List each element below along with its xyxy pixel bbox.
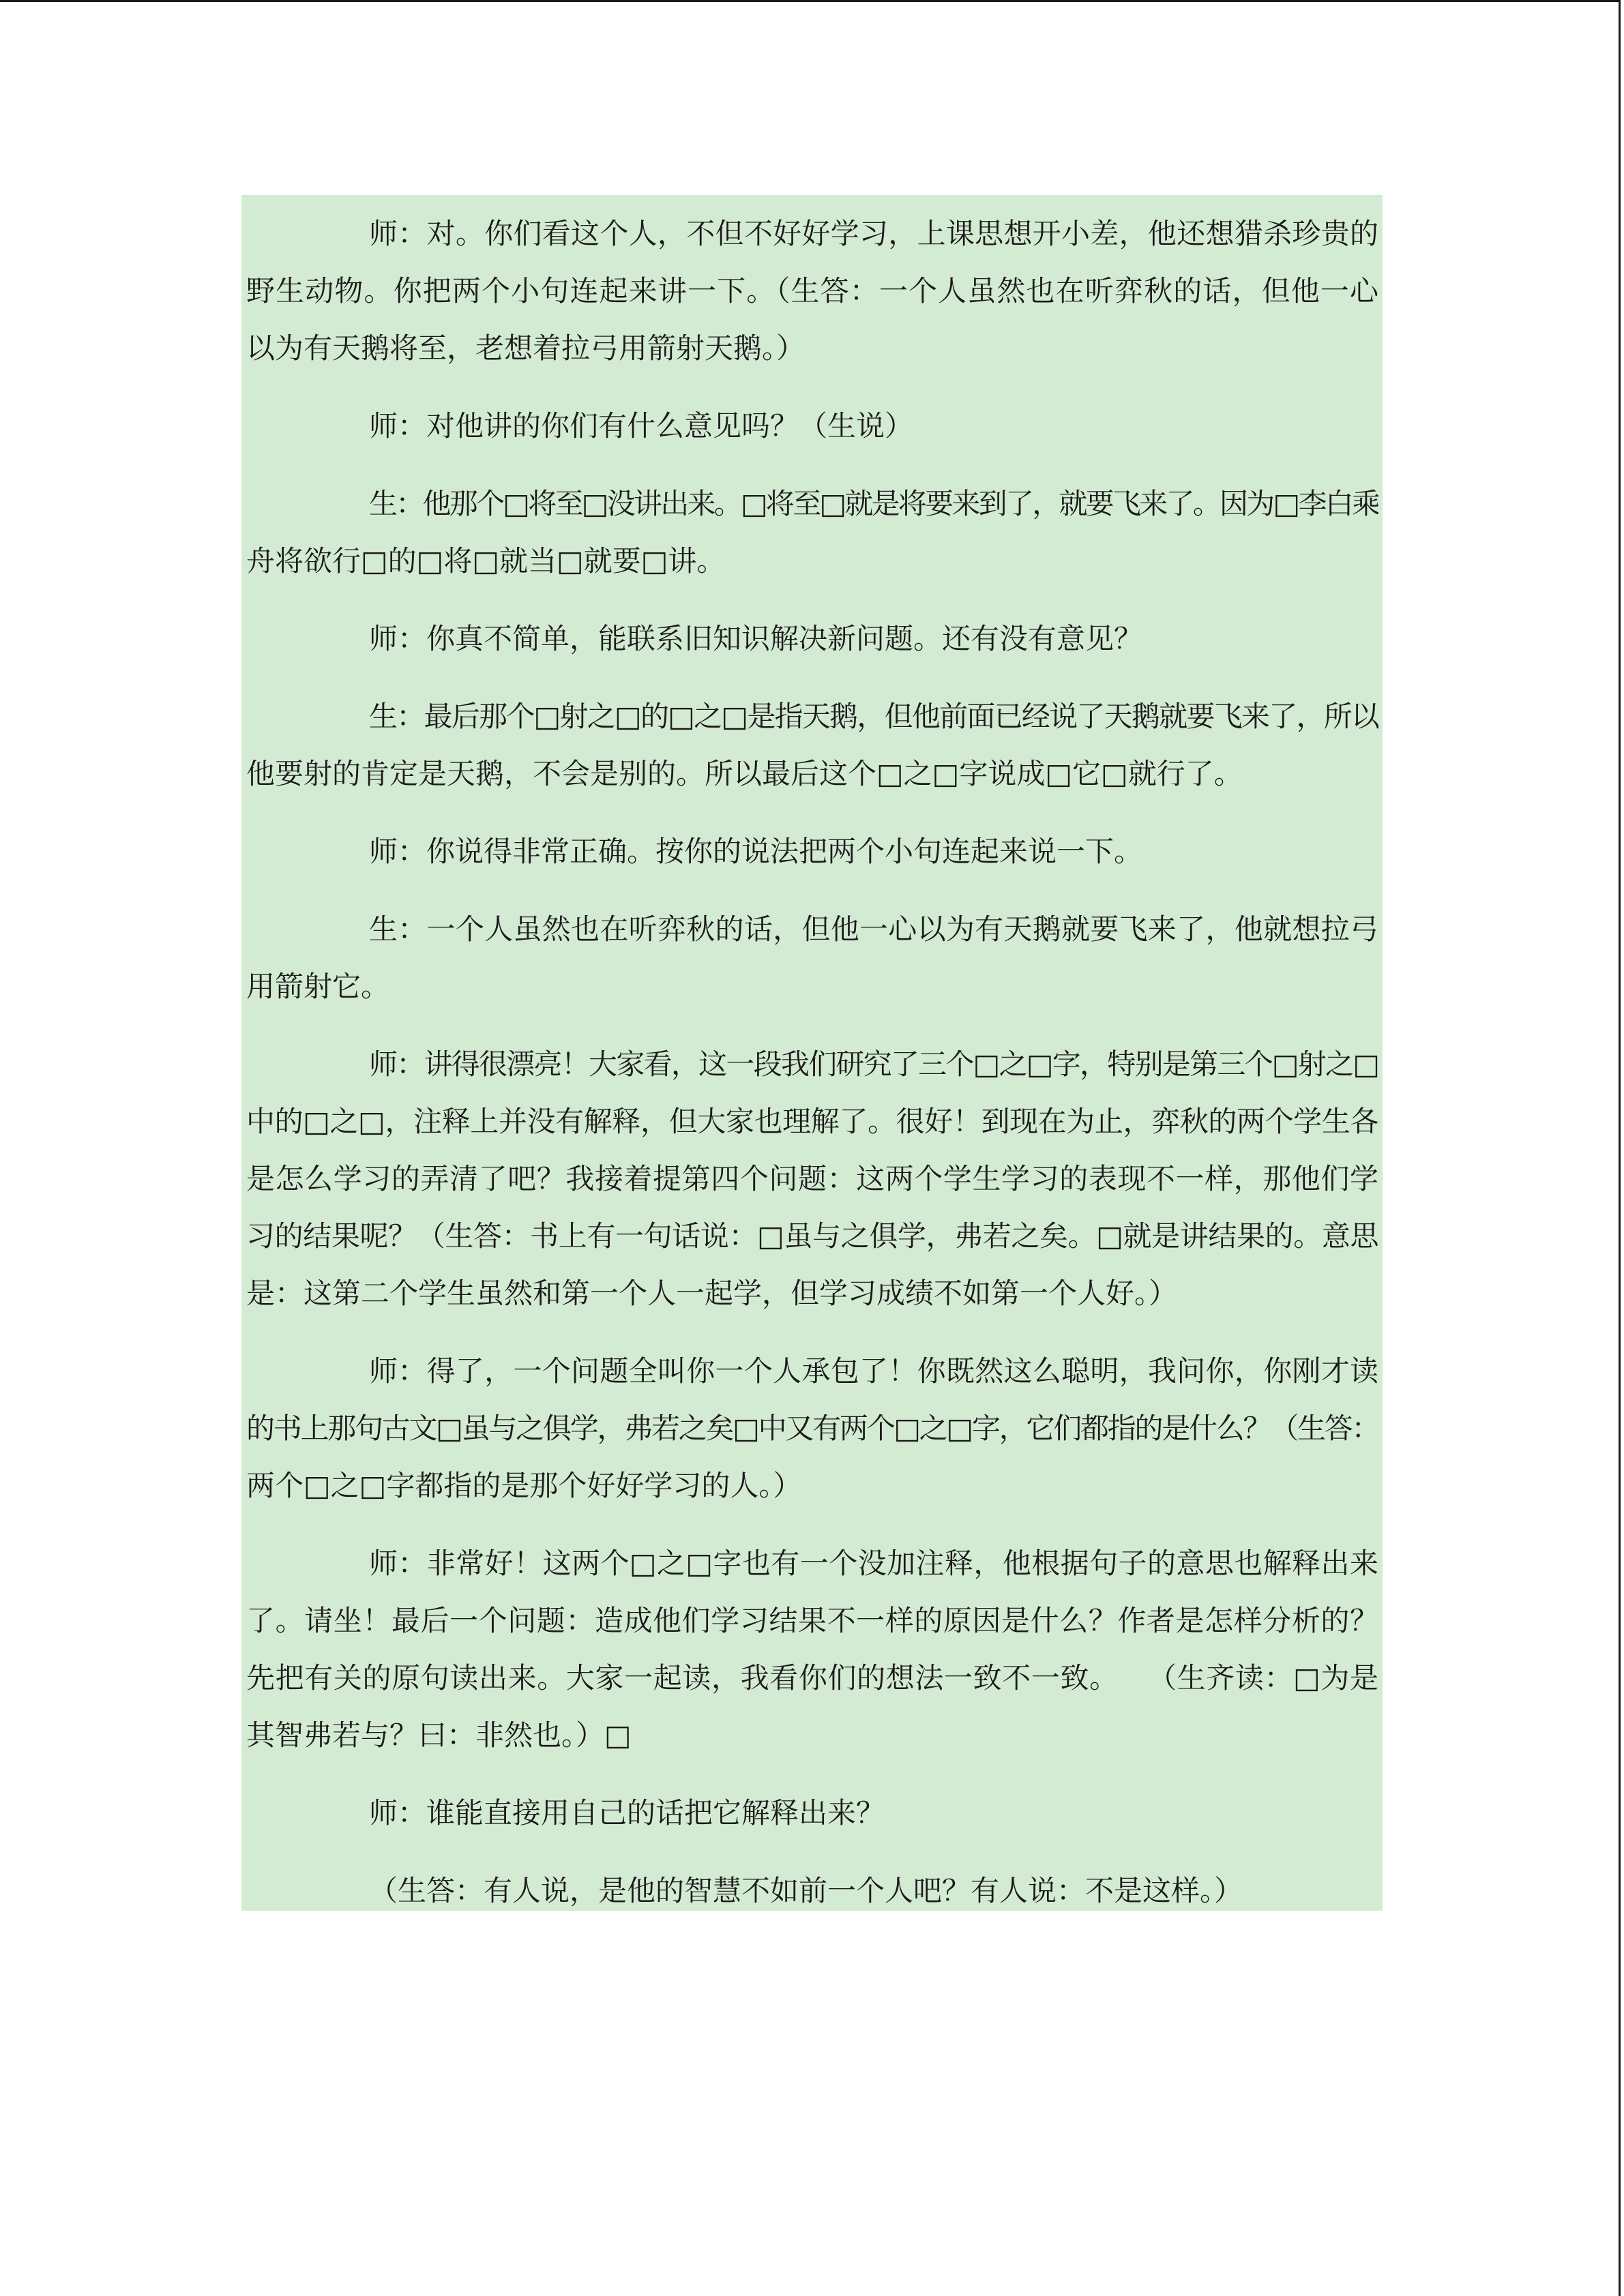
- paragraph-line: 师：对他讲的你们有什么意见吗？（生说）: [369, 409, 914, 443]
- paragraph-line: 两个□之□字都指的是那个好好学习的人。）: [246, 1469, 802, 1502]
- paragraph: [246, 1036, 1378, 1322]
- paragraph-line: 以为有天鹅将至，老想着拉弓用箭射天鹅。）: [246, 331, 806, 365]
- paragraph: [246, 398, 1378, 455]
- paragraph-line: 用箭射它。: [246, 970, 390, 1003]
- paragraph-line: 的书上那句古文□虽与之俱学，弗若之矣□中又有两个□之□字，它们都指的是什么？（生答：: [246, 1412, 1378, 1445]
- paragraph-line: 师：你真不简单，能联系旧知识解决新问题。还有没有意见？: [369, 622, 1143, 655]
- document-body: [246, 205, 1378, 1940]
- page-border-top: [0, 0, 1621, 2]
- paragraph: [246, 901, 1378, 1015]
- paragraph-line: 其智弗若与？曰：非然也。）□: [246, 1718, 632, 1752]
- paragraph-line: 先把有关的原句读出来。大家一起读，我看你们的想法一致不一致。 （生齐读：□为是: [246, 1661, 1378, 1695]
- paragraph-line: 师：你说得非常正确。按你的说法把两个小句连起来说一下。: [369, 835, 1143, 868]
- paragraph-line: 生：他那个□将至□没讲出来。□将至□就是将要来到了，就要飞来了。因为□李白乘: [369, 487, 1378, 520]
- paragraph-line: 生：最后那个□射之□的□之□是指天鹅，但他前面已经说了天鹅就要飞来了，所以: [369, 700, 1378, 733]
- paragraph-line: （生答：有人说，是他的智慧不如前一个人吧？有人说：不是这样。）: [369, 1874, 1243, 1907]
- paragraph: [246, 475, 1378, 590]
- paragraph-line: 中的□之□，注释上并没有解释，但大家也理解了。很好！到现在为止，弈秋的两个学生各: [246, 1105, 1378, 1138]
- page-border-right: [1619, 0, 1621, 2296]
- paragraph-line: 了。请坐！最后一个问题：造成他们学习结果不一样的原因是什么？作者是怎样分析的？: [246, 1604, 1378, 1637]
- paragraph-line: 师：非常好！这两个□之□字也有一个没加注释，他根据句子的意思也解释出来: [369, 1547, 1378, 1580]
- paragraph-line: 师：对。你们看这个人，不但不好好学习，上课思想开小差，他还想猎杀珍贵的: [369, 217, 1378, 250]
- paragraph-line: 师：讲得很漂亮！大家看，这一段我们研究了三个□之□字，特别是第三个□射之□: [369, 1047, 1378, 1081]
- paragraph: [246, 1535, 1378, 1764]
- paragraph-line: 是怎么学习的弄清了吧？我接着提第四个问题：这两个学生学习的表现不一样，那他们学: [246, 1162, 1378, 1195]
- paragraph: [246, 823, 1378, 880]
- paragraph-line: 生：一个人虽然也在听弈秋的话，但他一心以为有天鹅就要飞来了，他就想拉弓: [369, 912, 1378, 946]
- paragraph: [246, 1862, 1378, 1920]
- paragraph-line: 舟将欲行□的□将□就当□就要□讲。: [246, 544, 726, 578]
- paragraph: [246, 1343, 1378, 1515]
- paragraph-line: 野生动物。你把两个小句连起来讲一下。（生答：一个人虽然也在听弈秋的话，但他一心: [246, 274, 1378, 308]
- paragraph-line: 师：得了，一个问题全叫你一个人承包了！你既然这么聪明，我问你，你刚才读: [369, 1354, 1378, 1388]
- paragraph: [246, 610, 1378, 668]
- paragraph: [246, 688, 1378, 803]
- paragraph-line: 习的结果呢？（生答：书上有一句话说：□虽与之俱学，弗若之矣。□就是讲结果的。意思: [246, 1219, 1378, 1253]
- paragraph-line: 是：这第二个学生虽然和第一个人一起学，但学习成绩不如第一个人好。）: [246, 1277, 1178, 1310]
- paragraph-line: 师：谁能直接用自己的话把它解释出来？: [369, 1796, 885, 1830]
- paragraph: [246, 1785, 1378, 1842]
- paragraph-line: 他要射的肯定是天鹅，不会是别的。所以最后这个□之□字说成□它□就行了。: [246, 757, 1243, 790]
- paragraph: [246, 205, 1378, 377]
